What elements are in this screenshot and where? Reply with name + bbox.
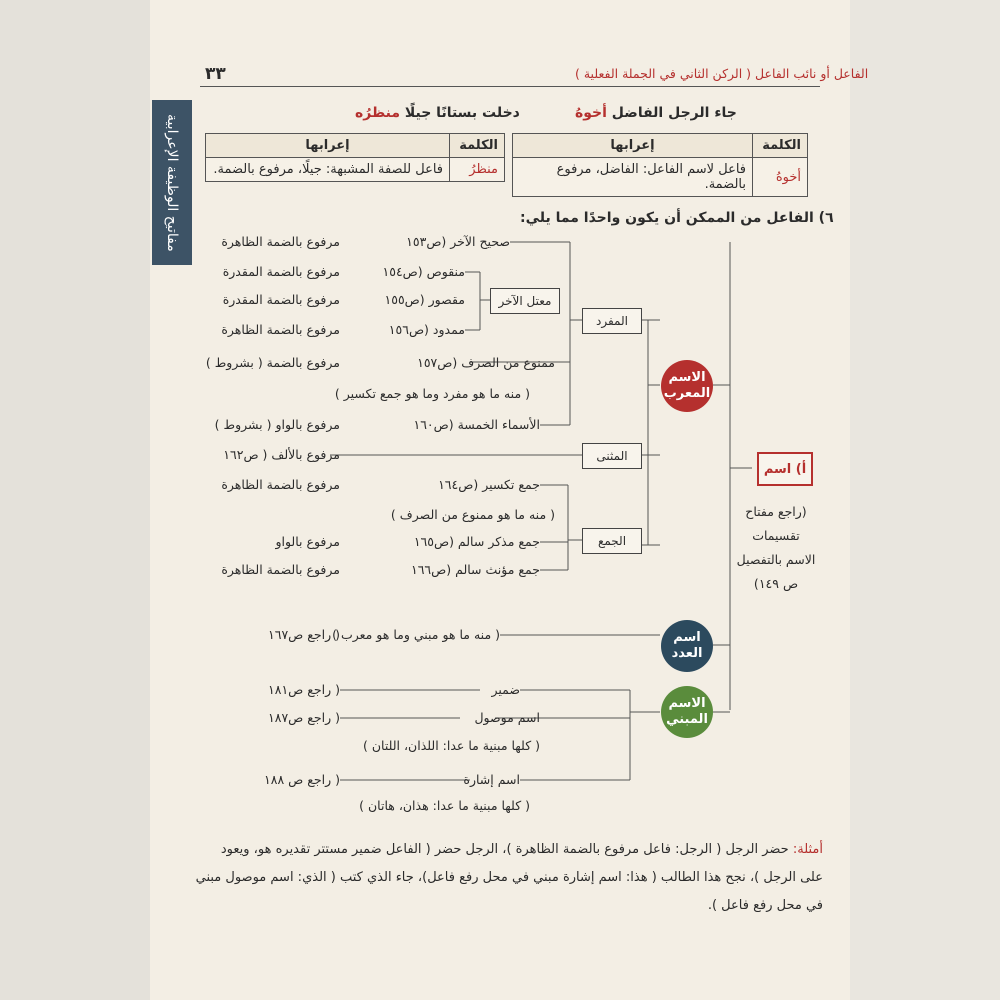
result-muthanna: مرفوع بالألف ( ص١٦٢ (223, 447, 340, 462)
note-mufrad-taksir: ( منه ما هو مفرد وما هو جمع تكسير ) (334, 386, 530, 401)
result-taksir: مرفوع بالضمة الظاهرة (221, 477, 340, 492)
examples-line-2: على الرجل )، نجح هذا الطالب ( هذا: اسم إشارة مبني في محل رفع فاعل)، جاء الذي كتب ( الذي: اسم موصول مبني (195, 870, 823, 885)
ref-ishara: ( راجع ص ١٨٨ (264, 772, 340, 787)
examples-line-1-text: حضر الرجل ( الرجل: فاعل مرفوع بالضمة الظاهرة )، الرجل حضر ( الفاعل ضمير مستتر تقديره هو، ويعود (220, 842, 789, 857)
example-1-word: أخوهُ (575, 105, 607, 121)
examples-line-3: في محل رفع فاعل ). (707, 898, 823, 913)
item-maqsur: مقصور (ص١٥٥ (384, 292, 465, 307)
circle-mabni: الاسم المبني (661, 686, 713, 738)
side-tab: مفاتيح الوظيفة الإعرابية (152, 100, 192, 265)
box-mufrad: المفرد (582, 308, 642, 334)
table1-word: أخوهُ (753, 158, 808, 197)
result-sahih: مرفوع بالضمة الظاهرة (221, 234, 340, 249)
examples-paragraph (196, 836, 823, 920)
running-header: الفاعل أو نائب الفاعل ( الركن الثاني في الجملة الفعلية ) (575, 66, 869, 81)
circle-muarab: الاسم المعرب (661, 360, 713, 412)
table1-parse: فاعل لاسم الفاعل: الفاضل، مرفوع بالضمة. (513, 158, 753, 197)
item-five-nouns: الأسماء الخمسة (ص١٦٠ (413, 417, 540, 432)
result-mamdud: مرفوع بالضمة الظاهرة (221, 322, 340, 337)
table1-header-parse: إعرابها (513, 134, 753, 158)
item-ishara: اسم إشارة (463, 772, 520, 787)
item-muannath: جمع مؤنث سالم (ص١٦٦ (411, 562, 540, 577)
result-mamnu: مرفوع بالضمة ( بشروط ) (205, 355, 340, 370)
item-mudhakkar: جمع مذكر سالم (ص١٦٥ (413, 534, 540, 549)
ref-damir: ( راجع ص١٨١ (268, 682, 340, 697)
box-mutall: معتل الآخر (490, 288, 560, 314)
table2-header-word: الكلمة (450, 134, 505, 158)
box-muthanna: المثنى (582, 443, 642, 469)
ism-note-line-2: تقسيمات (752, 528, 800, 543)
page-number: ٣٣ (205, 64, 226, 84)
circle-adad: اسم العدد (661, 620, 713, 672)
result-mudhakkar: مرفوع بالواو (275, 534, 340, 549)
result-muannath: مرفوع بالضمة الظاهرة (221, 562, 340, 577)
section-6-title: ٦) الفاعل من الممكن أن يكون واحدًا مما يلي: (520, 210, 834, 226)
note-taksir-mamnu: ( منه ما هو ممنوع من الصرف ) (390, 507, 555, 522)
ishara-note: ( كلها مبنية ما عدا: هذان، هاتان ) (359, 798, 530, 813)
adad-note: ( منه ما هو مبني وما هو معرب ) (332, 627, 500, 642)
table2-parse: فاعل للصفة المشبهة: جيلًا، مرفوع بالضمة. (206, 158, 450, 182)
table2-word: منظرُ (450, 158, 505, 182)
box-jam: الجمع (582, 528, 642, 554)
table1-header-word: الكلمة (753, 134, 808, 158)
examples-label: أمثلة: (792, 842, 823, 857)
item-taksir: جمع تكسير (ص١٦٤ (438, 477, 540, 492)
ism-note (735, 500, 817, 596)
result-five-nouns: مرفوع بالواو ( بشروط ) (214, 417, 340, 432)
example-2-text: دخلت بستانًا جيلًا (400, 105, 520, 121)
item-mawsul: اسم موصول (474, 710, 540, 725)
item-mamnu: ممنوع من الصرف (ص١٥٧ (417, 355, 555, 370)
ism-note-line-4: ص ١٤٩) (753, 576, 799, 591)
example-1-text: جاء الرجل الفاضل (606, 105, 737, 121)
ism-note-line-1: (راجع مفتاح (745, 504, 807, 519)
item-damir: ضمير (491, 682, 520, 697)
ism-box: أ) اسم (757, 452, 813, 486)
item-manqus: منقوص (ص١٥٤ (382, 264, 465, 279)
examples-line-1 (196, 836, 823, 864)
table2-header-parse: إعرابها (206, 134, 450, 158)
adad-ref: ( راجع ص١٦٧ (268, 627, 340, 642)
ism-note-line-3: الاسم بالتفصيل (736, 552, 816, 567)
item-sahih: صحيح الآخر (ص١٥٣ (406, 234, 510, 249)
mawsul-note: ( كلها مبنية ما عدا: اللذان، اللتان ) (363, 738, 540, 753)
ref-mawsul: ( راجع ص١٨٧ (268, 710, 340, 725)
result-manqus: مرفوع بالضمة المقدرة (222, 264, 340, 279)
item-mamdud: ممدود (ص١٥٦ (388, 322, 465, 337)
example-2-word: منظرُه (355, 105, 400, 121)
result-maqsur: مرفوع بالضمة المقدرة (222, 292, 340, 307)
